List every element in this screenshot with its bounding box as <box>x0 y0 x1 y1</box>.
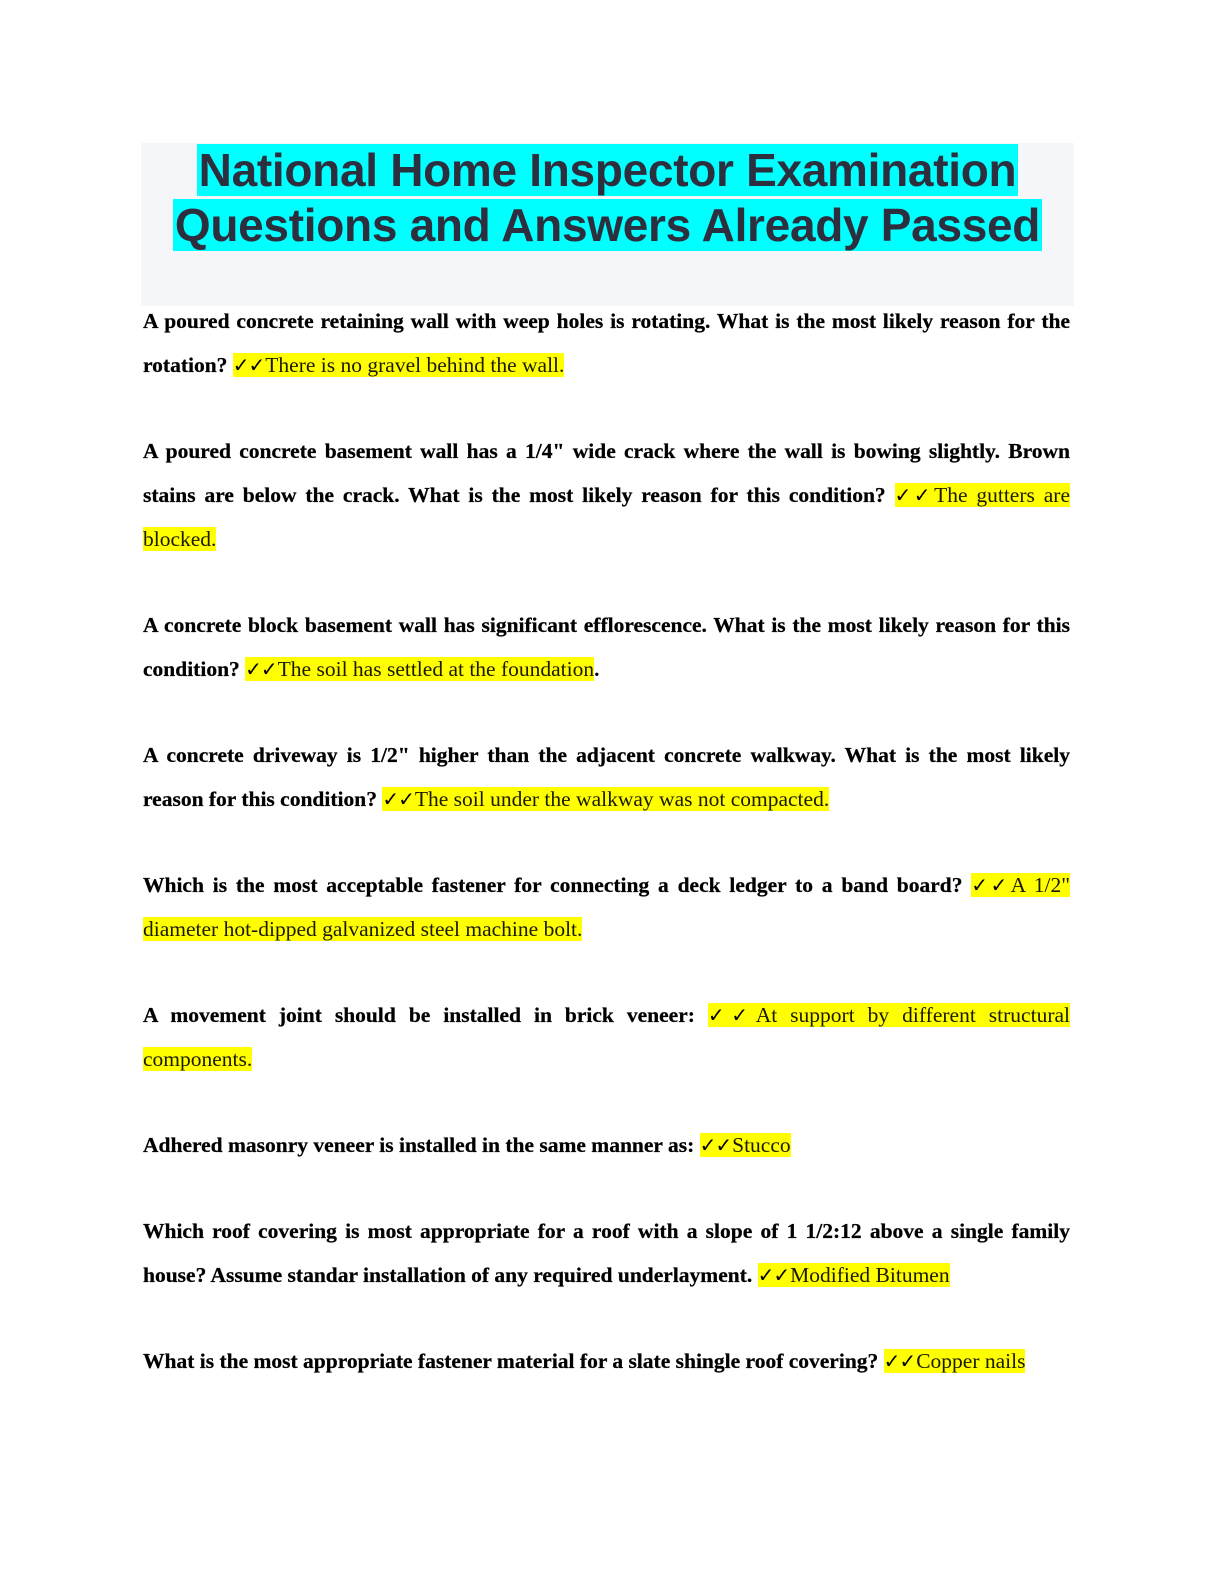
qa-item-8 <box>143 1209 1070 1297</box>
answer-text: Copper nails <box>916 1349 1026 1373</box>
question-text: A concrete driveway is 1/2" higher than the adjacent concrete walkway. What is the most likely reason for this condition? <box>143 743 1070 811</box>
title-box <box>141 143 1074 306</box>
double-check-icon: ✓✓ <box>699 1133 732 1157</box>
answer-text: The soil has settled at the foundation <box>277 657 595 681</box>
question-text: A movement joint should be installed in brick veneer: <box>143 1003 708 1027</box>
question-text: A concrete block basement wall has significant efflorescence. What is the most likely reason for this condition? <box>143 613 1070 681</box>
qa-item-2 <box>143 429 1070 561</box>
answer-highlight <box>245 657 594 681</box>
answer-text: At support by different structural components. <box>143 1003 1070 1071</box>
answer-highlight <box>700 1133 791 1157</box>
qa-list <box>143 299 1070 1425</box>
qa-item-1 <box>143 299 1070 387</box>
double-check-icon: ✓✓ <box>757 1263 790 1287</box>
answer-text: A 1/2" diameter hot-dipped galvanized steel machine bolt. <box>143 873 1071 941</box>
trailing-text: . <box>594 657 600 681</box>
answer-text: Stucco <box>732 1133 791 1157</box>
qa-item-7 <box>143 1123 1070 1167</box>
question-text: Which is the most acceptable fastener for connecting a deck ledger to a band board? <box>143 873 972 897</box>
answer-text: There is no gravel behind the wall. <box>265 353 565 377</box>
double-check-icon: ✓✓ <box>232 353 265 377</box>
double-check-icon: ✓✓ <box>894 483 934 507</box>
answer-text: Modified Bitumen <box>790 1263 950 1287</box>
double-check-icon: ✓✓ <box>245 657 277 681</box>
title-line-2: Questions and Answers Already Passed <box>174 199 1041 251</box>
answer-highlight <box>382 787 829 811</box>
answer-highlight <box>758 1263 950 1287</box>
qa-item-9 <box>143 1339 1070 1383</box>
qa-item-4 <box>143 733 1070 821</box>
question-text: What is the most appropriate fastener material for a slate shingle roof covering? <box>143 1349 884 1373</box>
answer-text: The soil under the walkway was not compacted. <box>414 787 830 811</box>
double-check-icon: ✓✓ <box>971 873 1010 897</box>
double-check-icon: ✓✓ <box>883 1349 916 1373</box>
question-text: Which roof covering is most appropriate for a roof with a slope of 1 1/2:12 above a single family house? Assume standar installation of any required underlayment. <box>143 1219 1070 1287</box>
question-text: A poured concrete basement wall has a 1/4" wide crack where the wall is bowing slightly. Brown stains are below the crack. What is the most likely reason for this condition? <box>143 439 1070 507</box>
answer-highlight <box>233 353 565 377</box>
answer-highlight <box>884 1349 1026 1373</box>
question-text: A poured concrete retaining wall with weep holes is rotating. What is the most likely reason for the rotation? <box>143 309 1070 377</box>
double-check-icon: ✓✓ <box>382 787 414 811</box>
answer-text: The gutters are blocked. <box>143 483 1070 551</box>
title-line-1: National Home Inspector Examination <box>198 144 1017 196</box>
document-title <box>141 143 1074 253</box>
qa-item-3 <box>143 603 1070 691</box>
double-check-icon: ✓✓ <box>707 1003 755 1027</box>
qa-item-5 <box>143 863 1070 951</box>
qa-item-6 <box>143 993 1070 1081</box>
question-text: Adhered masonry veneer is installed in the same manner as: <box>143 1133 700 1157</box>
